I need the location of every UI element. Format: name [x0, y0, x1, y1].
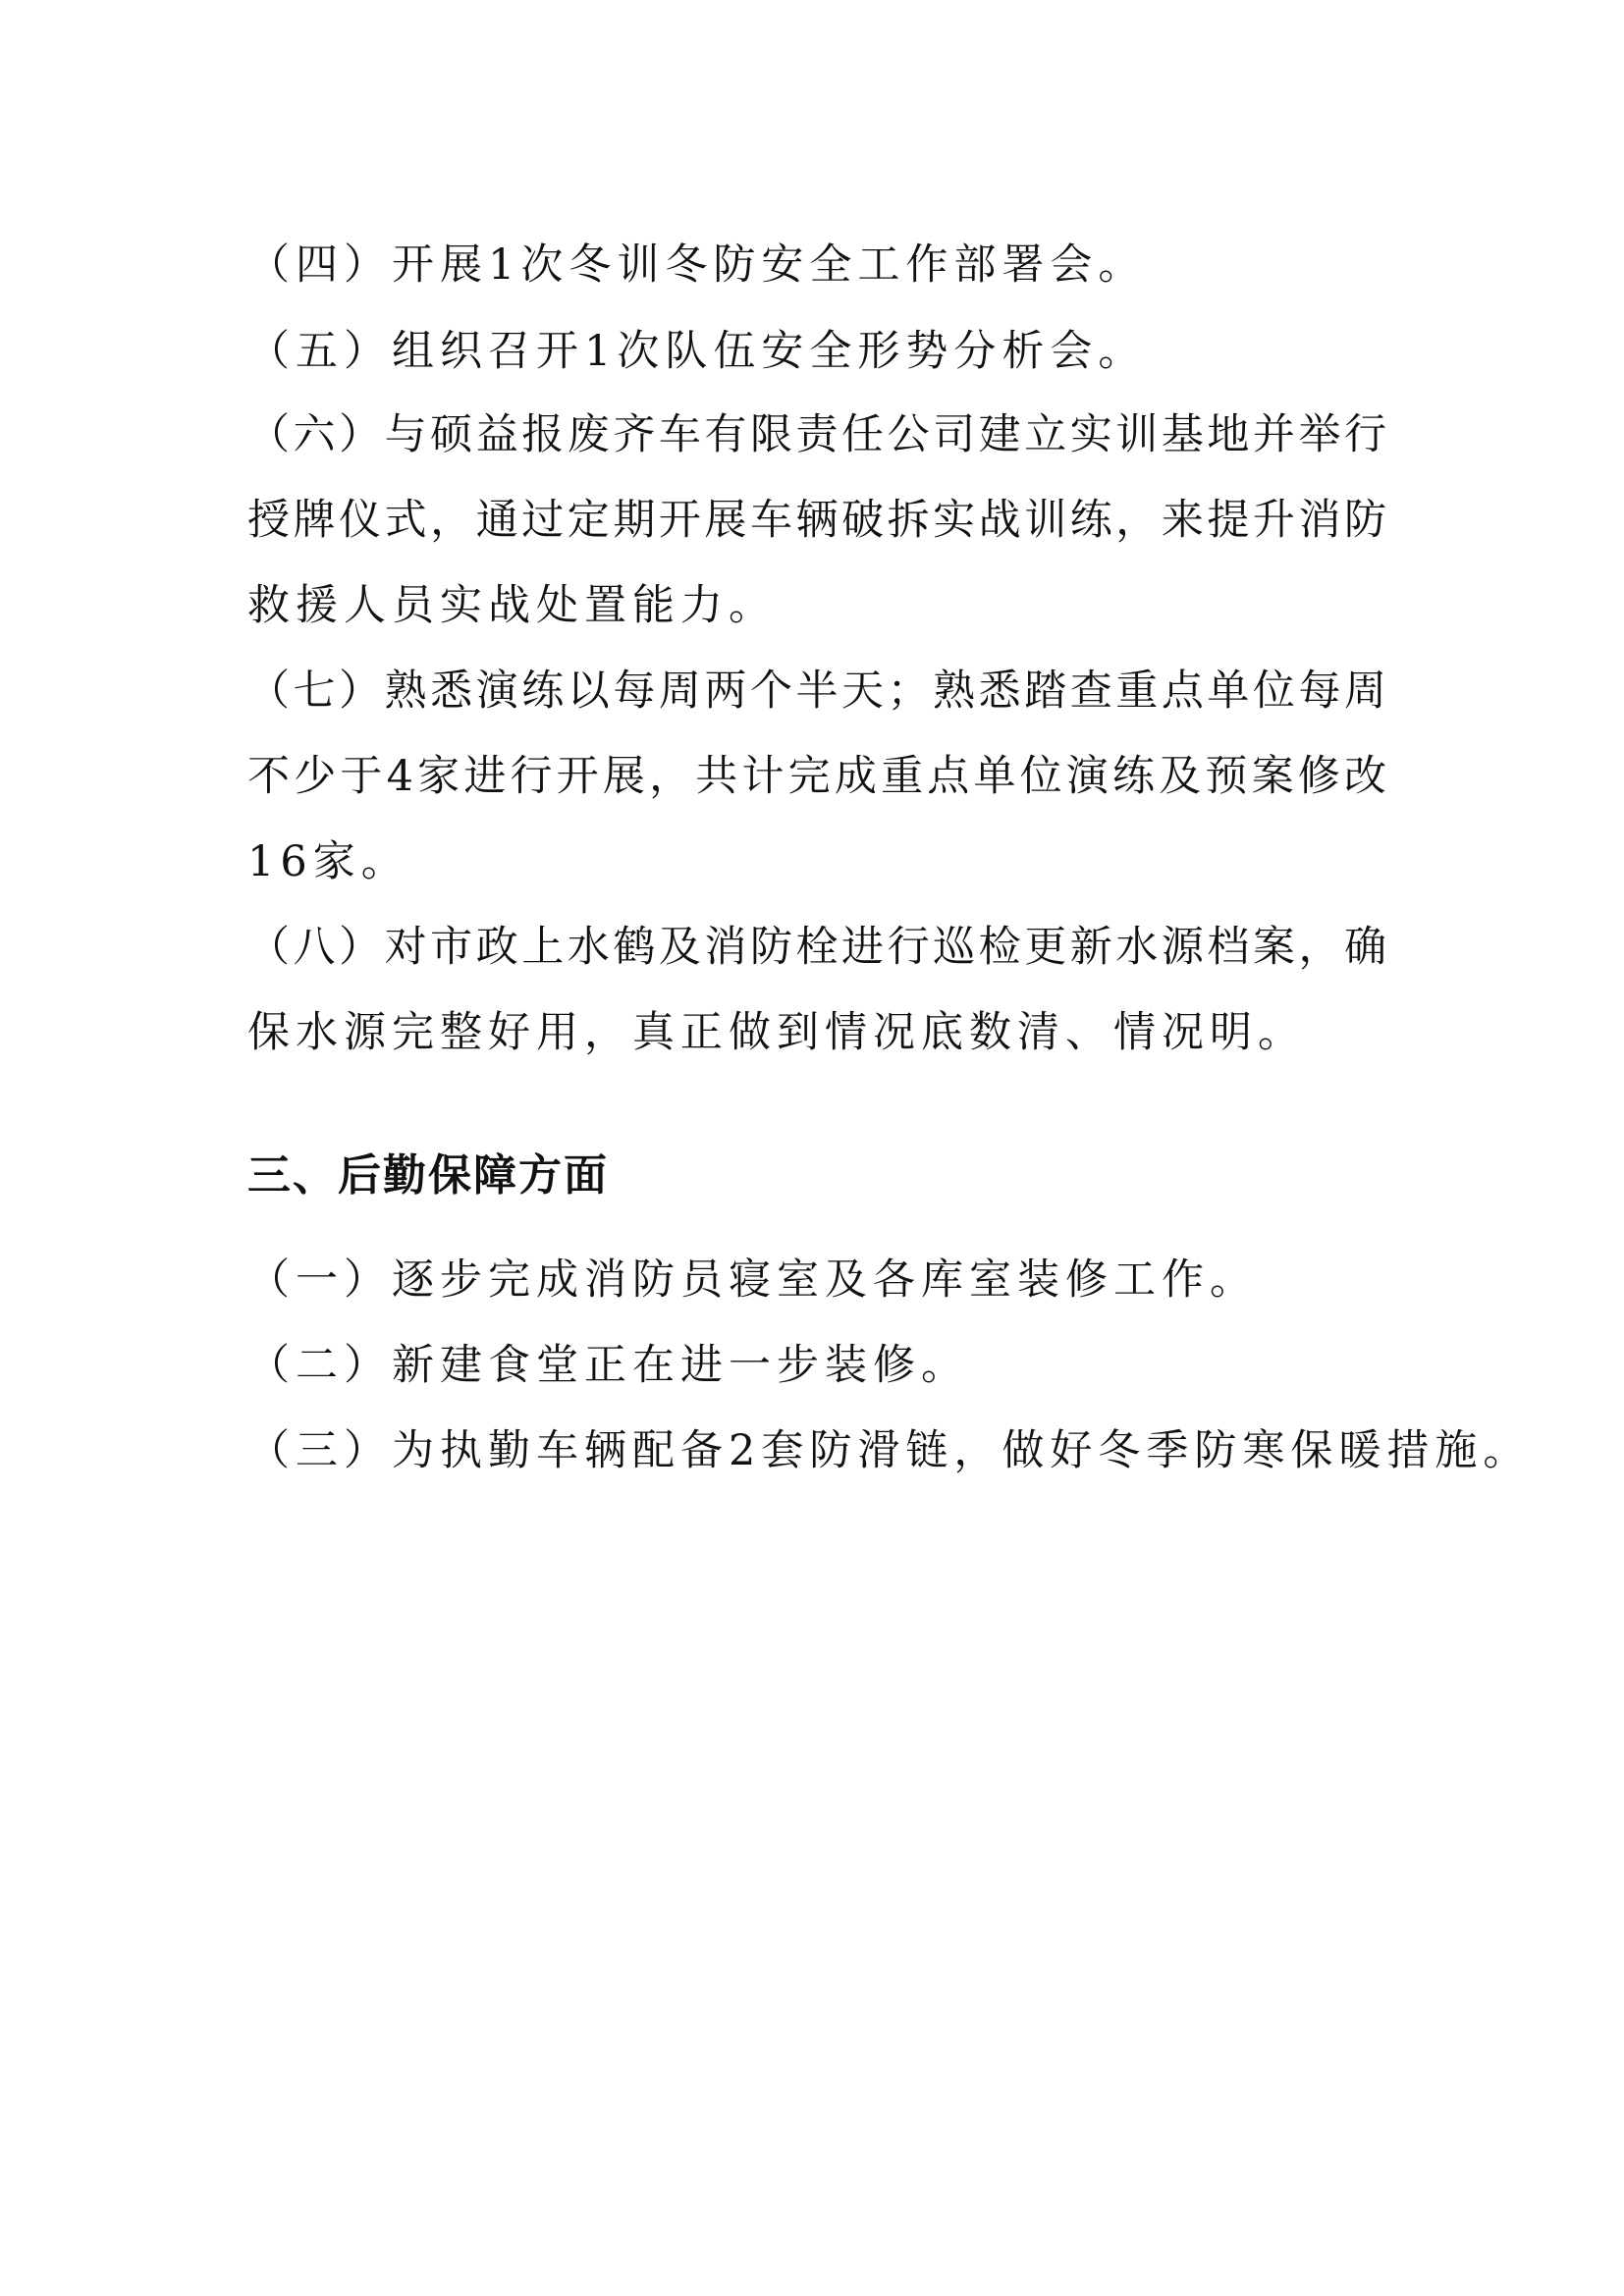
item-8-line-1: （八）对市政上水鹤及消防栓进行巡检更新水源档案，确 [247, 923, 1386, 972]
section-3-item-2: （二）新建食堂正在进一步装修。 [247, 1341, 969, 1390]
item-6-line-3: 救援人员实战处置能力。 [247, 581, 777, 630]
section-3-item-1: （一）逐步完成消防员寝室及各库室装修工作。 [247, 1255, 1258, 1305]
item-4: （四）开展1次冬训冬防安全工作部署会。 [247, 240, 1147, 290]
item-7-line-3: 16家。 [247, 837, 409, 886]
item-8-line-2: 保水源完整好用，真正做到情况底数清、情况明。 [247, 1008, 1306, 1057]
item-6-line-2: 授牌仪式，通过定期开展车辆破拆实战训练，来提升消防 [247, 496, 1386, 545]
section-3-heading: 三、后勤保障方面 [247, 1150, 609, 1201]
item-7-line-1: （七）熟悉演练以每周两个半天；熟悉踏查重点单位每周 [247, 667, 1386, 716]
item-7-line-2: 不少于4家进行开展，共计完成重点单位演练及预案修改 [247, 752, 1386, 801]
section-3-item-3: （三）为执勤车辆配备2套防滑链，做好冬季防寒保暖措施。 [247, 1426, 1532, 1475]
item-5: （五）组织召开1次队伍安全形势分析会。 [247, 327, 1147, 376]
item-6-line-1: （六）与硕益报废齐车有限责任公司建立实训基地并举行 [247, 410, 1386, 459]
